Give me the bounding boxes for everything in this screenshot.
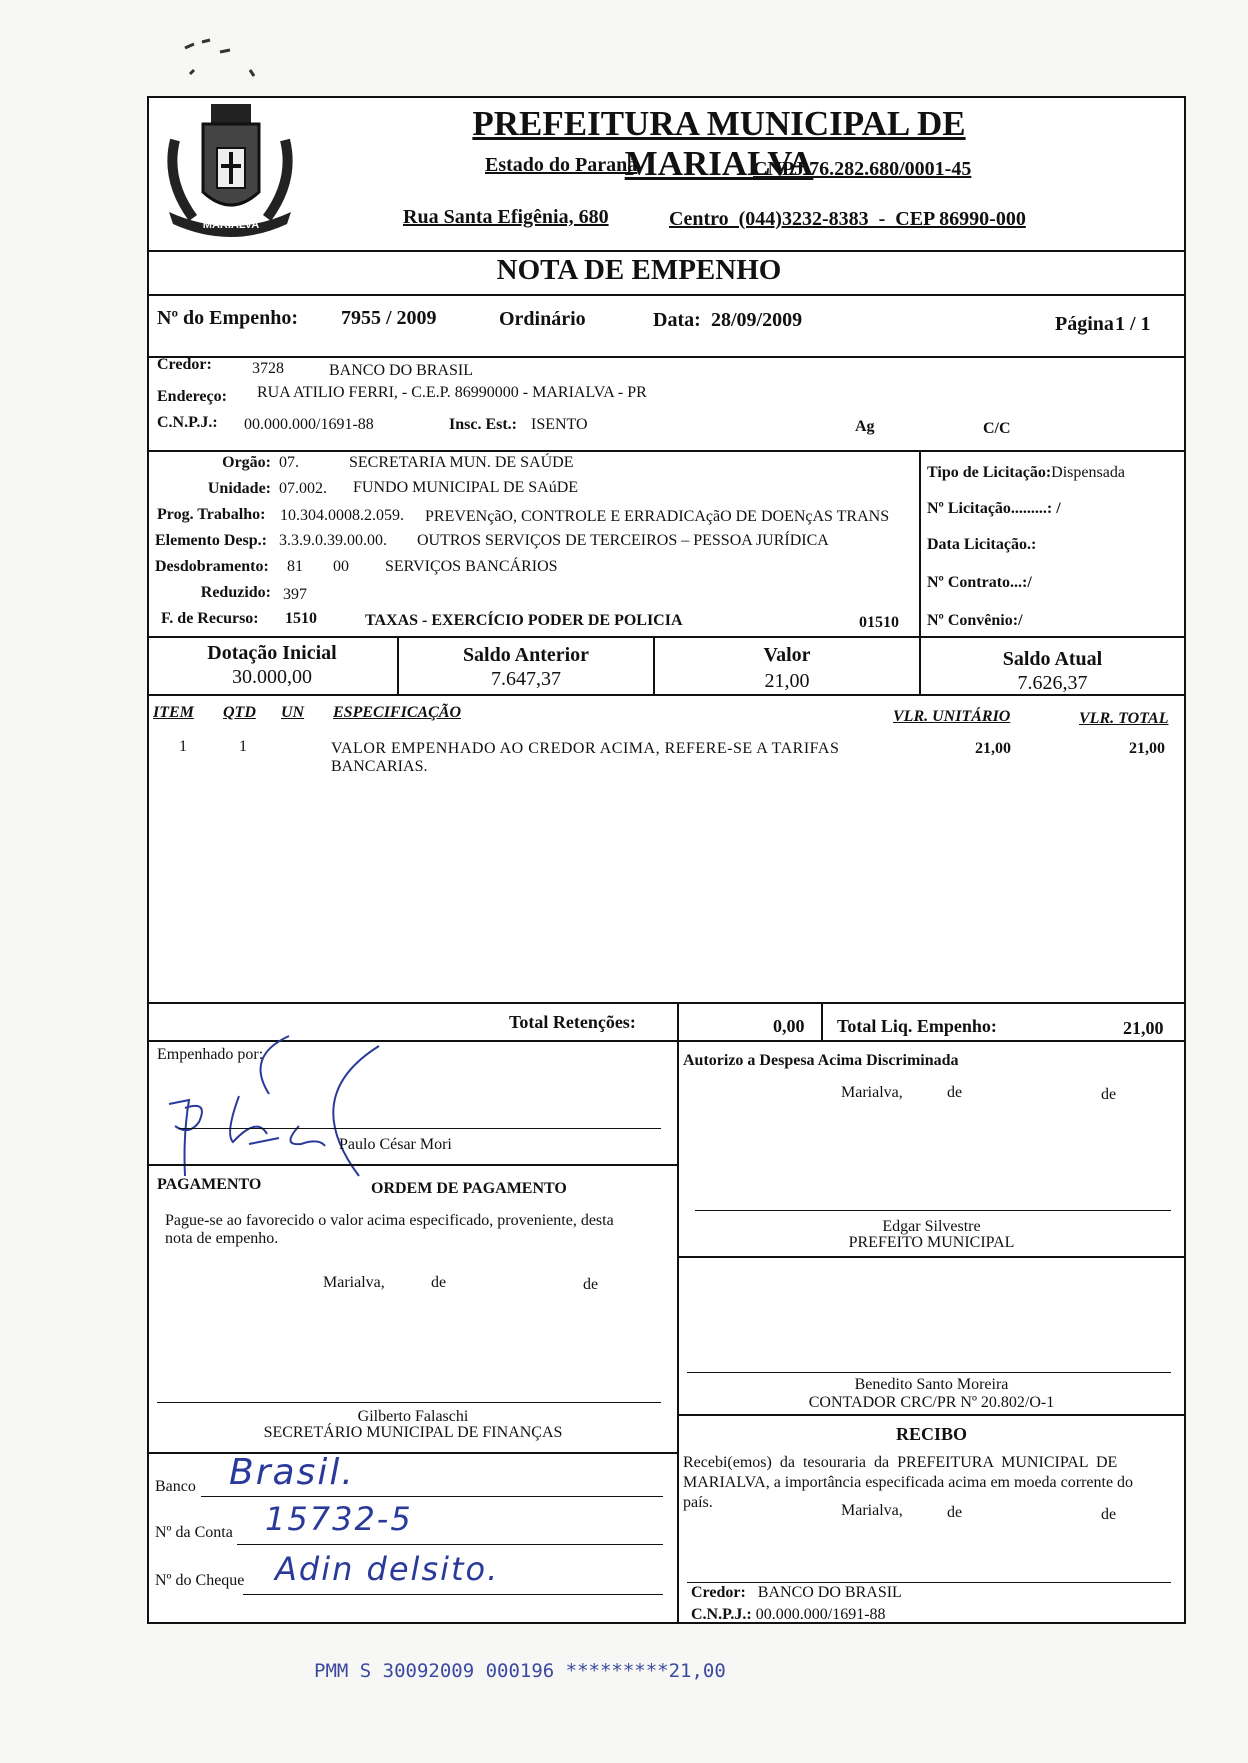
contrato-number: Nº Contrato...:/	[927, 574, 1032, 591]
empenhado-nome: Paulo César Mori	[339, 1136, 452, 1153]
municipal-crest	[155, 100, 305, 245]
agency-label: Ag	[855, 418, 875, 435]
orgao-code: 07.	[279, 454, 299, 471]
recibo-title: RECIBO	[895, 1424, 967, 1444]
desdobramento-label: Desdobramento:	[155, 558, 269, 575]
empenho-date: 28/09/2009	[711, 309, 803, 331]
autorizo-de2: de	[1101, 1086, 1117, 1103]
credor-cnpj: 00.000.000/1691-88	[244, 416, 374, 433]
reduzido-label: Reduzido:	[200, 584, 271, 601]
crest-motto: MARIALVA	[202, 219, 260, 231]
saldo-anterior-value: 7.647,37	[491, 668, 561, 690]
table-row	[149, 738, 1184, 782]
municipality-street: Rua Santa Efigênia, 680	[403, 206, 609, 228]
orgao-label: Orgão:	[222, 454, 271, 471]
elemento-code: 3.3.9.0.39.00.00.	[279, 532, 387, 549]
empenhado-por-label: Empenhado por:	[157, 1046, 264, 1063]
page-number: 1 / 1	[1115, 313, 1151, 335]
reduzido-value: 397	[283, 586, 307, 603]
secretario-nome: Gilberto Falaschi	[357, 1408, 469, 1425]
autorizo-city: Marialva,	[841, 1084, 903, 1101]
row-qtd: 1	[239, 738, 247, 755]
nota-de-empenho-document	[147, 96, 1186, 1624]
recurso-name: TAXAS - EXERCÍCIO PODER DE POLICIA	[365, 612, 683, 629]
credor-insc: ISENTO	[531, 416, 588, 433]
account-label: C/C	[983, 420, 1011, 437]
payment-stamp: PMM S 30092009 000196 *********21,00	[314, 1660, 726, 1682]
elemento-label: Elemento Desp.:	[155, 532, 267, 549]
valor-value: 21,00	[764, 670, 810, 692]
pagamento-label: PAGAMENTO	[157, 1176, 262, 1193]
contador-nome: Benedito Santo Moreira	[854, 1376, 1009, 1393]
prefeito-cargo: PREFEITO MUNICIPAL	[848, 1234, 1015, 1251]
municipality-address: Centro (044)3232-8383 - CEP 86990-000	[669, 208, 1026, 230]
orgao-name: SECRETARIA MUN. DE SAÚDE	[349, 454, 574, 471]
programa-label: Prog. Trabalho:	[157, 506, 266, 523]
recurso-label: F. de Recurso:	[161, 610, 259, 627]
recibo-text-line2: MARIALVA, a importância especificada acima em moeda corrente do	[683, 1474, 1134, 1491]
col-total-header: VLR. TOTAL	[1079, 710, 1169, 727]
pague-text-line1: Pague-se ao favorecido o valor acima especificado, proveniente, desta	[165, 1212, 614, 1229]
autorizo-de1: de	[947, 1084, 963, 1101]
recibo-text-line1: Recebi(emos) da tesouraria da PREFEITURA MUNICIPAL DE	[683, 1454, 1118, 1471]
empenho-date-label: Data:	[653, 309, 701, 331]
col-un-header: UN	[281, 704, 305, 721]
unidade-label: Unidade:	[207, 480, 271, 497]
row-item: 1	[179, 738, 187, 755]
row-spec-line1: VALOR EMPENHADO AO CREDOR ACIMA, REFERE-SE A TARIFAS	[331, 740, 840, 757]
scan-marks	[180, 30, 270, 80]
col-item-header: ITEM	[153, 704, 194, 721]
pagamento-de2: de	[583, 1276, 599, 1293]
licitacao-date: Data Licitação.:	[927, 536, 1037, 553]
address-label: Endereço:	[157, 388, 227, 405]
row-unit-value: 21,00	[975, 740, 1011, 757]
dotacao-inicial-value: 30.000,00	[232, 666, 312, 688]
row-total-value: 21,00	[1129, 740, 1165, 757]
valor-label: Valor	[763, 644, 811, 666]
empenho-number: 7955 / 2009	[341, 307, 437, 329]
autorizo-text: Autorizo a Despesa Acima Discriminada	[683, 1052, 959, 1069]
pagamento-de1: de	[431, 1274, 447, 1291]
empenho-type: Ordinário	[499, 308, 586, 330]
contador-cargo: CONTADOR CRC/PR Nº 20.802/O-1	[808, 1394, 1055, 1411]
empenho-number-label: Nº do Empenho:	[157, 307, 299, 329]
retencoes-label: Total Retenções:	[509, 1012, 636, 1032]
recurso-code: 1510	[285, 610, 317, 627]
cheque-label: Nº do Cheque	[155, 1572, 245, 1589]
desdobramento-sub: 00	[333, 558, 349, 575]
recibo-text-line3: país.	[683, 1494, 713, 1511]
pagamento-city: Marialva,	[323, 1274, 385, 1291]
col-spec-header: ESPECIFICAÇÃO	[333, 704, 462, 721]
desdobramento-code: 81	[287, 558, 303, 575]
credor-code: 3728	[252, 360, 284, 377]
recurso-number: 01510	[859, 614, 899, 631]
saldo-atual-value: 7.626,37	[1017, 672, 1088, 694]
liquido-value: 21,00	[1123, 1018, 1164, 1038]
unidade-code: 07.002.	[279, 480, 327, 497]
banco-label: Banco	[155, 1478, 196, 1495]
saldo-anterior-label: Saldo Anterior	[462, 644, 590, 666]
cheque-handwritten: Adin delsito.	[275, 1550, 500, 1588]
licitacao-type: Tipo de Licitação:Dispensada	[927, 464, 1125, 481]
municipality-title: PREFEITURA MUNICIPAL DE MARIALVA	[472, 104, 966, 183]
liquido-label: Total Liq. Empenho:	[837, 1016, 997, 1036]
document-title: NOTA DE EMPENHO	[496, 254, 782, 286]
state-name: Estado do Paraná	[485, 154, 638, 176]
unidade-name: FUNDO MUNICIPAL DE SAúDE	[353, 479, 579, 496]
ordem-pagamento-label: ORDEM DE PAGAMENTO	[371, 1180, 567, 1197]
cnpj-label: C.N.P.J.:	[157, 414, 218, 431]
convenio-number: Nº Convênio:/	[927, 612, 1023, 629]
elemento-name: OUTROS SERVIÇOS DE TERCEIROS – PESSOA JURÍDICA	[417, 532, 829, 549]
col-unit-header: VLR. UNITÁRIO	[893, 708, 1011, 725]
row-spec-line2: BANCARIAS.	[331, 758, 428, 775]
recibo-city: Marialva,	[841, 1502, 903, 1519]
licitacao-number: Nº Licitação.........: /	[927, 500, 1061, 517]
saldo-atual-label: Saldo Atual	[1002, 648, 1103, 670]
recibo-cnpj: C.N.P.J.: 00.000.000/1691-88	[691, 1606, 886, 1623]
municipality-cnpj: CNPJ 76.282.680/0001-45	[753, 158, 972, 180]
insc-label: Insc. Est.:	[449, 416, 518, 433]
conta-label: Nº da Conta	[155, 1524, 233, 1541]
recibo-de1: de	[947, 1504, 963, 1521]
col-qtd-header: QTD	[223, 704, 256, 721]
credor-name: BANCO DO BRASIL	[329, 362, 474, 379]
retencoes-value: 0,00	[773, 1016, 805, 1036]
desdobramento-name: SERVIÇOS BANCÁRIOS	[385, 558, 558, 575]
programa-name: PREVENçãO, CONTROLE E ERRADICAçãO DE DOENçAS TRANS	[425, 508, 890, 525]
recibo-de2: de	[1101, 1506, 1117, 1523]
pague-text-line2: nota de empenho.	[165, 1230, 279, 1247]
conta-handwritten: 15732-5	[265, 1500, 413, 1538]
credor-address: RUA ATILIO FERRI, - C.E.P. 86990000 - MARIALVA - PR	[257, 384, 647, 401]
prefeito-nome: Edgar Silvestre	[882, 1218, 981, 1235]
secretario-cargo: SECRETÁRIO MUNICIPAL DE FINANÇAS	[263, 1424, 563, 1441]
dotacao-inicial-label: Dotação Inicial	[207, 642, 337, 664]
programa-code: 10.304.0008.2.059.	[280, 507, 404, 524]
banco-handwritten: Brasil.	[229, 1452, 355, 1493]
page-label: Página	[1055, 313, 1114, 335]
recibo-credor: Credor: BANCO DO BRASIL	[691, 1584, 902, 1601]
credor-label: Credor:	[157, 356, 212, 373]
